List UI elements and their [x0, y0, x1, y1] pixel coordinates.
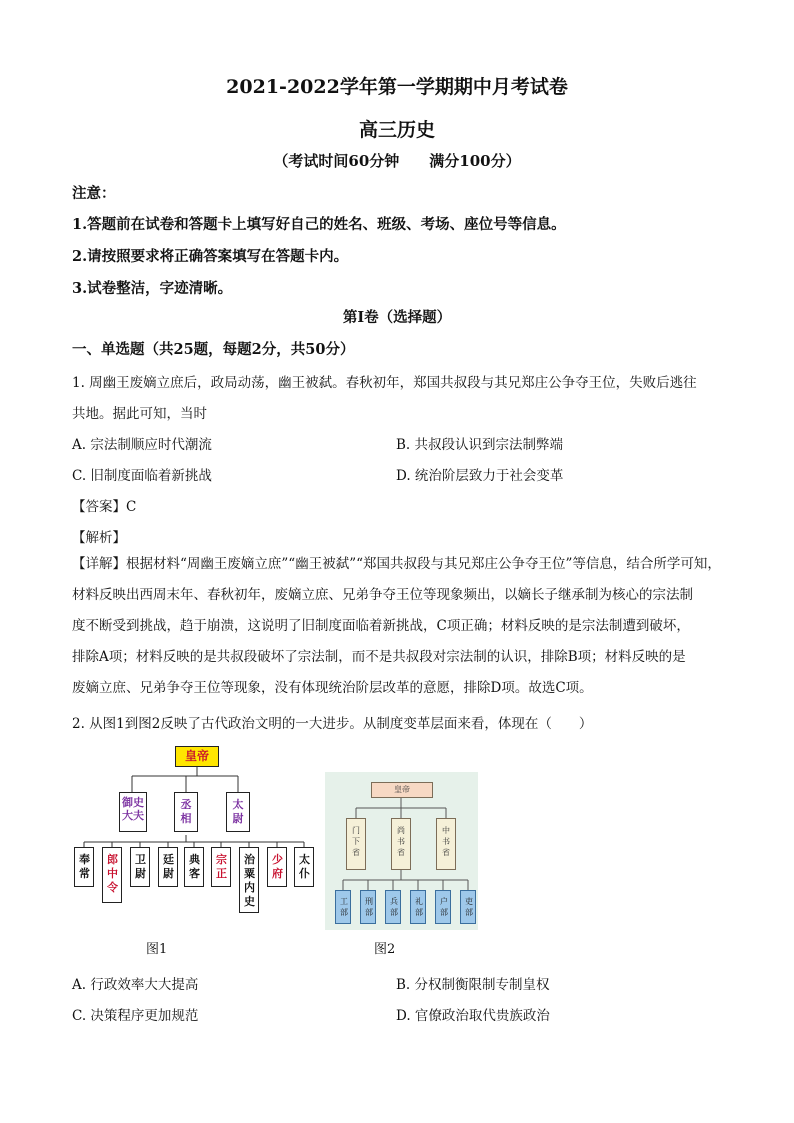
fig1-censor-box: [119, 792, 147, 832]
fig1-commandant-label: 太尉: [232, 798, 244, 825]
fig1-minister-label: 宗正: [216, 853, 227, 880]
fig1-minister-box: [74, 847, 94, 887]
exam-title: 2021-2022学年第一学期期中月考试卷: [226, 76, 568, 98]
fig2-department-label: 中书省: [442, 826, 450, 857]
fig2-department-box: [436, 818, 456, 870]
fig1-minister-box: [184, 847, 204, 887]
figure-1-caption: 图1: [146, 942, 168, 957]
figure-2-caption: 图2: [374, 942, 396, 957]
fig2-ministry-box: [385, 890, 401, 924]
fig2-department-label: 尚书省: [397, 826, 405, 857]
answer-label: 【答案】: [72, 499, 126, 515]
fig1-minister-label: 奉常: [79, 853, 90, 880]
part-heading: 一、单选题（共25题，每题2分，共50分）: [72, 341, 355, 358]
fig2-ministry-label: 兵部: [390, 897, 398, 917]
fig1-chancellor-label: 丞相: [180, 798, 192, 825]
notes-label: 注意：: [72, 185, 116, 202]
q1-detail-line: 排除A项；材料反映的是共叔段破坏了宗法制，而不是共叔段对宗法制的认识，排除B项；材料反映的是: [72, 649, 686, 665]
q1-option-d: D. 统治阶层致力于社会变革: [396, 468, 564, 484]
fig2-ministry-box: [460, 890, 476, 924]
q1-option-c: C. 旧制度面临着新挑战: [72, 468, 212, 484]
fig1-minister-box: [267, 847, 287, 887]
fig1-minister-label: 典客: [189, 853, 200, 880]
fig1-minister-label: 太仆: [299, 853, 310, 880]
fig2-emperor-box: [371, 782, 433, 798]
fig2-ministry-box: [410, 890, 426, 924]
fig1-minister-label: 廷尉: [163, 853, 174, 880]
q1-answer: [72, 495, 136, 515]
fig1-minister-box: [130, 847, 150, 887]
q2-option-d: D. 官僚政治取代贵族政治: [396, 1008, 550, 1024]
q1-detail-line: 度不断受到挑战，趋于崩溃，这说明了旧制度面临着新挑战，C项正确；材料反映的是宗法制遭到破坏，: [72, 618, 690, 634]
fig2-ministry-box: [360, 890, 376, 924]
fig1-emperor-box: [175, 746, 219, 767]
fig1-minister-label: 治粟内史: [244, 853, 255, 908]
volume-heading: 第I卷（选择题）: [342, 309, 452, 326]
note-item-1: 1.答题前在试卷和答题卡上填写好自己的姓名、班级、考场、座位号等信息。: [72, 216, 566, 233]
fig1-minister-box: [158, 847, 178, 887]
q2-option-b: B. 分权制衡限制专制皇权: [396, 977, 550, 993]
subject-title: 高三历史: [358, 119, 435, 141]
fig2-emperor-label: 皇帝: [394, 785, 410, 794]
fig1-minister-label: 卫尉: [135, 853, 146, 880]
note-item-3: 3.试卷整洁，字迹清晰。: [72, 280, 233, 297]
q1-stem-line1: 1. 周幽王废嫡立庶后，政局动荡，幽王被弑。春秋初年，郑国共叔段与其兄郑庄公争夺王位，失败后逃往: [72, 375, 697, 391]
fig1-minister-label: 郎中令: [107, 853, 118, 894]
fig1-chancellor-box: [174, 792, 198, 832]
fig2-ministry-label: 刑部: [365, 897, 373, 917]
fig2-department-box: [391, 818, 411, 870]
fig2-ministry-label: 吏部: [465, 897, 473, 917]
fig2-ministry-box: [335, 890, 351, 924]
fig1-commandant-box: [226, 792, 250, 832]
q1-analysis-label: 【解析】: [72, 530, 126, 546]
fig1-minister-label: 少府: [272, 853, 283, 880]
q1-detail-line: 【详解】根据材料“周幽王废嫡立庶”“幽王被弑”“郑国共叔段与其兄郑庄公争夺王位”等信息，结合所学可知，: [72, 556, 721, 572]
q1-detail-line: 材料反映出西周末年、春秋初年，废嫡立庶、兄弟争夺王位等现象频出，以嫡长子继承制为核心的宗法制: [72, 587, 693, 603]
fig2-department-box: [346, 818, 366, 870]
fig2-department-label: 门下省: [352, 826, 360, 857]
q1-detail: [72, 549, 722, 704]
q2-option-a: A. 行政效率大大提高: [72, 977, 199, 993]
q2-option-c: C. 决策程序更加规范: [72, 1008, 199, 1024]
figure-1-org-chart: [72, 742, 322, 912]
fig1-minister-box: [239, 847, 259, 913]
fig1-emperor-label: 皇帝: [184, 749, 209, 763]
exam-time-note: （考试时间60分钟 满分100分）: [273, 152, 521, 170]
answer-value: C: [126, 499, 137, 515]
q1-option-a: A. 宗法制顺应时代潮流: [72, 437, 212, 453]
fig2-ministry-label: 户部: [440, 897, 448, 917]
q1-detail-line: 废嫡立庶、兄弟争夺王位等现象，没有体现统治阶层改革的意愿，排除D项。故选C项。: [72, 680, 593, 696]
fig2-ministry-label: 工部: [340, 897, 348, 917]
fig1-minister-box: [211, 847, 231, 887]
fig2-ministry-box: [435, 890, 451, 924]
note-item-2: 2.请按照要求将正确答案填写在答题卡内。: [72, 248, 349, 265]
q1-stem-line2: 共地。据此可知，当时: [72, 406, 207, 422]
q1-option-b: B. 共叔段认识到宗法制弊端: [396, 437, 564, 453]
fig1-censor-label: 御史大夫: [122, 796, 144, 822]
q2-stem: 2. 从图1到图2反映了古代政治文明的一大进步。从制度变革层面来看，体现在（ ）: [72, 716, 593, 732]
figure-2-org-chart: [325, 772, 478, 930]
fig2-ministry-label: 礼部: [415, 897, 423, 917]
fig1-minister-box: [294, 847, 314, 887]
fig1-minister-box: [102, 847, 122, 903]
